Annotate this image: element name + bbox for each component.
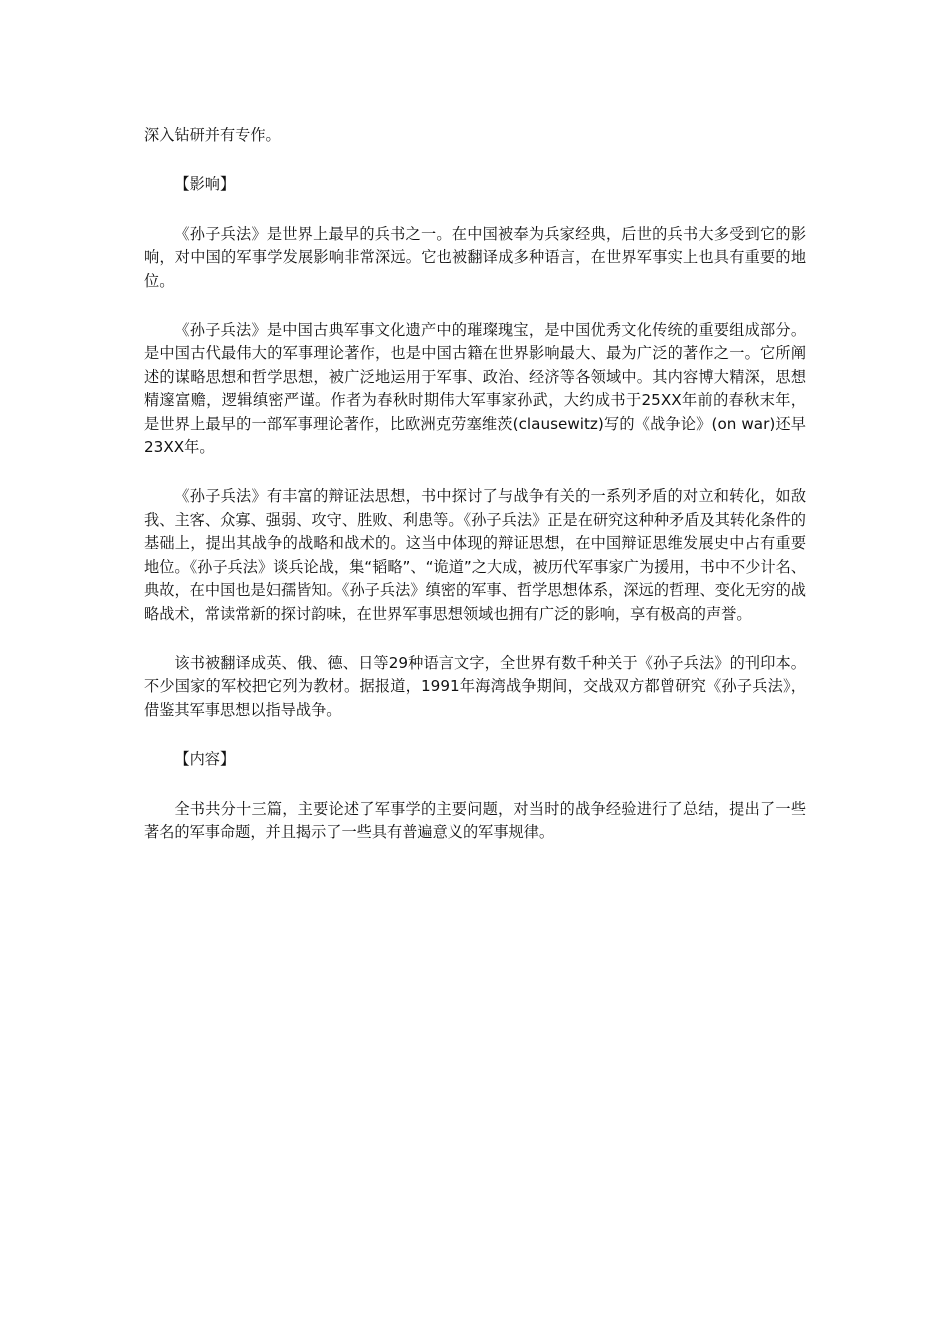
paragraph-influence-1: 《孙子兵法》是世界上最早的兵书之一。在中国被奉为兵家经典，后世的兵书大多受到它的影响，对中国的军事学发展影响非常深远。它也被翻译成多种语言，在世界军事实上也具有重要的地位。 [144,224,806,290]
document-page [144,124,806,870]
section-heading-influence: 【影响】 [174,175,236,194]
paragraph-influence-4: 该书被翻译成英、俄、德、日等29种语言文字，全世界有数千种关于《孙子兵法》的刊印本。不少国家的军校把它列为教材。据报道，1991年海湾战争期间，交战双方都曾研究《孙子兵法》，借鉴其军事思想以指导战争。 [144,653,806,719]
paragraph-content-1: 全书共分十三篇，主要论述了军事学的主要问题，对当时的战争经验进行了总结，提出了一些著名的军事命题，并且揭示了一些具有普遍意义的军事规律。 [144,799,806,841]
paragraph-influence-2: 《孙子兵法》是中国古典军事文化遗产中的璀璨瑰宝，是中国优秀文化传统的重要组成部分。是中国古代最伟大的军事理论著作，也是中国古籍在世界影响最大、最为广泛的著作之一。它所阐述的谋略思想和哲学思想，被广泛地运用于军事、政治、经济等各领域中。其内容博大精深，思想精邃富赡，逻辑缜密严谨。作者为春秋时期伟大军事家孙武，大约成书于25XX年前的春秋末年，是世界上最早的一部军事理论著作，比欧洲克劳塞维茨(clausewitz)写的《战争论》(on war)还早23XX年。 [144,321,806,457]
paragraph-influence-3: 《孙子兵法》有丰富的辩证法思想，书中探讨了与战争有关的一系列矛盾的对立和转化，如敌我、主客、众寡、强弱、攻守、胜败、利患等。《孙子兵法》正是在研究这种种矛盾及其转化条件的基础上，提出其战争的战略和战术的。这当中体现的辩证思想，在中国辩证思维发展史中占有重要地位。《孙子兵法》谈兵论战，集“韬略”、“诡道”之大成，被历代军事家广为援用，书中不少计名、典故，在中国也是妇孺皆知。《孙子兵法》缜密的军事、哲学思想体系，深远的哲理、变化无穷的战略战术，常读常新的探讨韵味，在世界军事思想领域也拥有广泛的影响，享有极高的声誉。 [144,487,806,623]
paragraph-continuation: 深入钻研并有专作。 [144,126,281,144]
section-heading-content: 【内容】 [174,750,236,769]
